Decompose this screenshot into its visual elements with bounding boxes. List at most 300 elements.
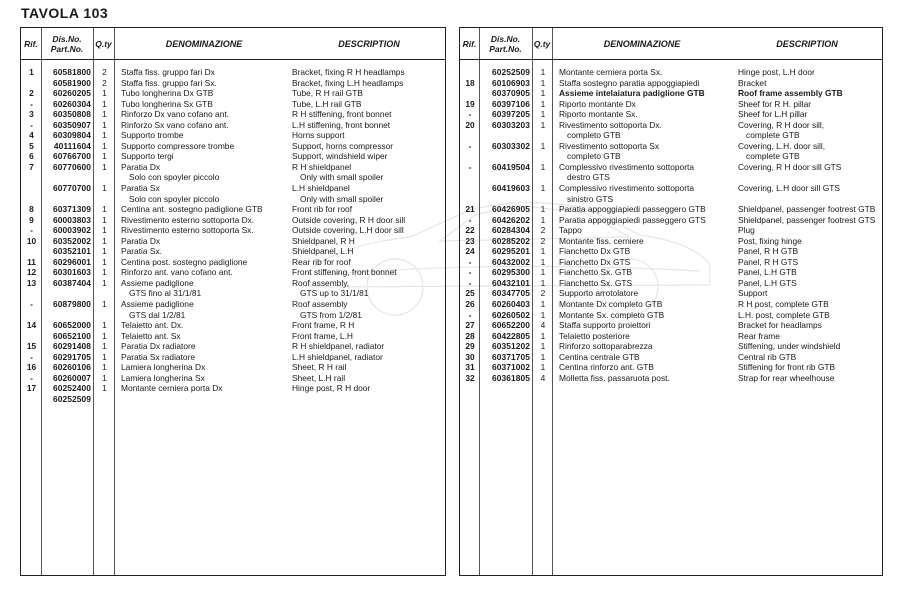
description-cell: Panel, R H GTB [738, 246, 799, 257]
description-cell: Shieldpanel, passenger footrest GTS [738, 214, 876, 225]
quantity-cell: 1 [102, 225, 107, 236]
quantity-cell: 1 [540, 214, 546, 225]
description-cell: GTS up to 31/1/81 [300, 288, 369, 299]
part-number-cell: 60387404 [52, 277, 91, 288]
quantity-cell: 1 [540, 246, 546, 257]
table-row [21, 183, 445, 194]
denominazione-cell: Rivestimento esterno sottoporta Sx. [121, 225, 254, 236]
quantity-cell: 1 [102, 183, 107, 194]
header-denominazione: DENOMINAZIONE [603, 38, 681, 49]
table-row [460, 151, 882, 162]
rif-cell: - [30, 351, 33, 362]
part-number-cell: 60301603 [52, 267, 91, 278]
rif-cell: 14 [26, 320, 37, 331]
part-number-cell: 60581800 [52, 67, 91, 77]
description-cell: R H stiffening, front bonnet [292, 109, 392, 120]
table-row [460, 267, 882, 278]
table-row [21, 362, 445, 373]
part-number-cell: 60397205 [491, 109, 530, 120]
table-row [21, 310, 445, 321]
part-number-cell: 60303203 [491, 119, 530, 130]
rif-cell: 19 [465, 98, 475, 109]
part-number-cell: 60371002 [491, 362, 530, 373]
table-row [460, 120, 882, 131]
table-row [21, 373, 445, 384]
description-cell: Sheet, L.H rail [292, 372, 346, 383]
part-number-cell: 60350907 [52, 119, 91, 130]
quantity-cell: 1 [102, 351, 107, 362]
part-number-cell: 60397106 [491, 98, 530, 109]
part-number-cell: 60419603 [491, 183, 530, 194]
denominazione-cell: Paratia appoggiapiedi passeggero GTB [559, 204, 706, 215]
table-row [21, 341, 445, 352]
denominazione-cell: Montante cerniera porta Dx [121, 383, 223, 394]
part-number-cell: 60309804 [52, 130, 91, 141]
part-number-cell: 60003803 [52, 214, 91, 225]
part-number-cell: 60652200 [491, 320, 530, 331]
quantity-cell: 1 [102, 151, 107, 162]
description-cell: Shieldpanel, R H [292, 235, 355, 246]
table-row [21, 120, 445, 131]
quantity-cell: 1 [102, 362, 107, 373]
table-row [21, 331, 445, 342]
denominazione-cell: Riporto montante Sx. [559, 109, 638, 120]
rif-cell: - [30, 299, 33, 310]
header-denominazione: DENOMINAZIONE [165, 38, 243, 49]
description-cell: L.H. post, complete GTB [738, 309, 830, 320]
description-cell: Post, fixing hinge [738, 235, 802, 246]
quantity-cell: 2 [102, 77, 107, 88]
table-row [21, 109, 445, 120]
denominazione-cell: Montante cerniera porta Sx. [559, 67, 663, 77]
table-row [21, 236, 445, 247]
quantity-cell: 1 [102, 277, 107, 288]
description-cell: Plug [738, 225, 755, 236]
part-number-cell: 60370905 [491, 88, 530, 99]
part-number-cell: 60432101 [491, 277, 530, 288]
description-cell: Rear rib for roof [292, 256, 351, 267]
rif-cell: 21 [465, 204, 475, 215]
description-cell: Front frame, L.H [292, 330, 353, 341]
quantity-cell: 1 [102, 383, 107, 394]
denominazione-cell: Centina ant. sostegno padiglione GTB [121, 204, 263, 215]
denominazione-cell: destro GTS [567, 172, 610, 183]
table-row [460, 172, 882, 183]
quantity-cell: 1 [540, 277, 546, 288]
header-part-no-label: Part.No. [50, 43, 84, 54]
quantity-cell: 1 [540, 341, 546, 352]
table-row [460, 236, 882, 247]
denominazione-cell: sinistro GTS [567, 193, 614, 204]
description-cell: Roof assembly, [292, 277, 350, 288]
table-row [21, 246, 445, 257]
part-number-cell: 60252509 [52, 393, 91, 404]
rif-cell: 15 [26, 341, 37, 352]
denominazione-cell: Rinforzo ant. vano cofano ant. [121, 267, 233, 278]
quantity-cell: 2 [540, 235, 546, 246]
denominazione-cell: Supporto arrotolatore [559, 288, 639, 299]
part-number-cell: 60770700 [52, 183, 91, 194]
part-number-cell: 60106903 [491, 77, 530, 88]
description-cell: Central rib GTB [738, 351, 797, 362]
description-cell: Stiffening, under windshield [738, 341, 841, 352]
description-cell: L.H stiffening, front bonnet [292, 119, 391, 130]
quantity-cell: 2 [540, 225, 546, 236]
denominazione-cell: Rivestimento sottoporta Dx. [559, 119, 662, 130]
description-cell: Bracket, fixing L.H headlamps [292, 77, 404, 88]
table-row [460, 288, 882, 299]
denominazione-cell: Rivestimento sottoporta Sx [559, 140, 660, 151]
denominazione-cell: Fianchetto Dx GTS [559, 256, 631, 267]
part-number-cell: 60285202 [491, 235, 530, 246]
denominazione-cell: Rinforzo sottoparabrezza [559, 341, 653, 352]
rif-cell: - [468, 309, 472, 320]
rif-cell: 17 [26, 383, 37, 394]
description-cell: Outside covering, R H door sill [292, 214, 406, 225]
description-cell: R H shieldpanel, radiator [292, 341, 385, 352]
table-row [21, 225, 445, 236]
rif-cell: - [468, 267, 472, 278]
rif-cell: 26 [465, 299, 475, 310]
part-number-cell: 60419504 [491, 161, 530, 172]
part-number-cell: 60296001 [52, 256, 91, 267]
description-cell: Outside covering, L.H door sill [292, 225, 404, 236]
rif-cell: 8 [29, 204, 34, 215]
quantity-cell: 1 [540, 140, 546, 151]
description-cell: Support, horns compressor [292, 140, 394, 151]
quantity-cell: 1 [540, 362, 546, 373]
table-row [21, 267, 445, 278]
table-body-right [460, 67, 882, 383]
rif-cell: 20 [465, 119, 475, 130]
quantity-cell: 1 [540, 267, 546, 278]
part-number-cell: 60003902 [52, 225, 91, 236]
quantity-cell: 1 [102, 320, 107, 331]
denominazione-cell: Supporto tergi [121, 151, 174, 162]
denominazione-cell: Staffa fiss. gruppo fari Dx [121, 67, 215, 77]
quantity-cell: 1 [540, 309, 546, 320]
quantity-cell: 1 [102, 119, 107, 130]
rif-cell: 25 [465, 288, 475, 299]
page-title: TAVOLA 103 [21, 5, 109, 21]
description-cell: Covering, L.H. door sill, [738, 140, 826, 151]
denominazione-cell: Supporto trombe [121, 130, 184, 141]
quantity-cell: 1 [540, 98, 546, 109]
parts-table-left [20, 27, 446, 576]
part-number-cell: 60361805 [491, 372, 530, 383]
denominazione-cell: Staffa sostegno paratia appoggiapiedi [559, 77, 700, 88]
denominazione-cell: Fianchetto Sx. GTB [559, 267, 633, 278]
quantity-cell: 1 [540, 204, 546, 215]
description-cell: Support, windshield wiper [292, 151, 388, 162]
quantity-cell: 1 [102, 98, 107, 109]
table-row [460, 109, 882, 120]
denominazione-cell: Molletta fiss. passaruota post. [559, 372, 670, 383]
denominazione-cell: Centina post. sostegno padiglione [121, 256, 248, 267]
part-number-cell: 60371309 [52, 204, 91, 215]
description-cell: complete GTB [746, 151, 800, 162]
rif-cell: 2 [29, 88, 34, 99]
denominazione-cell: Tubo longherina Sx GTB [121, 98, 213, 109]
part-number-cell: 60260502 [491, 309, 530, 320]
table-row [21, 99, 445, 110]
quantity-cell: 4 [540, 320, 546, 331]
denominazione-cell: Centina centrale GTB [559, 351, 640, 362]
part-number-cell: 60260007 [52, 372, 91, 383]
quantity-cell: 1 [540, 330, 546, 341]
table-row [460, 99, 882, 110]
denominazione-cell: Solo con spoyler piccolo [129, 172, 220, 183]
header-description: DESCRIPTION [776, 38, 838, 49]
table-row [460, 341, 882, 352]
quantity-cell: 4 [540, 372, 546, 383]
quantity-cell: 1 [102, 204, 107, 215]
table-row [460, 215, 882, 226]
denominazione-cell: Complessivo rivestimento sottoporta [559, 161, 694, 172]
denominazione-cell: Lamiera longherina Dx [121, 362, 206, 373]
table-row [21, 204, 445, 215]
rif-cell: - [468, 214, 472, 225]
quantity-cell: 1 [540, 88, 546, 99]
table-row [21, 141, 445, 152]
table-row [460, 204, 882, 215]
table-row [21, 88, 445, 99]
rif-cell: 24 [465, 246, 475, 257]
description-cell: Panel, L.H GTB [738, 267, 797, 278]
denominazione-cell: Assieme intelaiatura padiglione GTB [559, 88, 705, 99]
description-cell: R H post, complete GTB [738, 299, 829, 310]
part-number-cell: 60291705 [52, 351, 91, 362]
rif-cell: 22 [465, 225, 475, 236]
rif-cell: - [30, 372, 33, 383]
rif-cell: 16 [26, 362, 37, 373]
table-row [21, 151, 445, 162]
table-row [21, 215, 445, 226]
table-row [460, 88, 882, 99]
description-cell: GTS from 1/2/81 [300, 309, 362, 320]
table-row [21, 299, 445, 310]
description-cell: Sheef for L.H pillar [738, 109, 808, 120]
table-row [21, 172, 445, 183]
part-number-cell: 60426202 [491, 214, 530, 225]
part-number-cell: 40111604 [53, 140, 91, 151]
quantity-cell: 1 [540, 183, 546, 194]
table-header [21, 28, 445, 60]
denominazione-cell: Montante fiss. cerniere [559, 235, 644, 246]
table-row [460, 352, 882, 363]
rif-cell: 5 [29, 140, 34, 151]
description-cell: Stiffening for front rib GTB [738, 362, 836, 373]
description-cell: complete GTB [746, 130, 800, 141]
denominazione-cell: Centina rinforzo ant. GTB [559, 362, 654, 373]
part-number-cell: 60426905 [491, 204, 530, 215]
description-cell: Covering, R H door sill GTS [738, 161, 842, 172]
description-cell: Front stiffening, front bonnet [292, 267, 397, 278]
part-number-cell: 60347705 [491, 288, 530, 299]
denominazione-cell: GTS dal 1/2/81 [129, 309, 186, 320]
table-row [460, 246, 882, 257]
denominazione-cell: Telaietto posteriore [559, 330, 630, 341]
denominazione-cell: Telaietto ant. Dx. [121, 320, 184, 331]
quantity-cell: 1 [102, 256, 107, 267]
table-row [21, 320, 445, 331]
description-cell: Support [738, 288, 768, 299]
quantity-cell: 1 [102, 372, 107, 383]
denominazione-cell: Supporto compressore trombe [121, 140, 235, 151]
denominazione-cell: Rinforzo Dx vano cofano ant. [121, 109, 230, 120]
denominazione-cell: Riporto montante Dx [559, 98, 636, 109]
quantity-cell: 1 [102, 130, 107, 141]
part-number-cell: 60252400 [52, 383, 91, 394]
denominazione-cell: Lamiera longherina Sx [121, 372, 205, 383]
quantity-cell: 1 [102, 299, 107, 310]
table-row [460, 310, 882, 321]
rif-cell: 29 [465, 341, 475, 352]
denominazione-cell: Paratia Sx radiatore [121, 351, 196, 362]
quantity-cell: 1 [102, 140, 107, 151]
table-row [21, 67, 445, 78]
description-cell: Only with small spoiler [300, 193, 384, 204]
table-row [21, 257, 445, 268]
description-cell: L.H shieldpanel [292, 183, 350, 194]
quantity-cell: 1 [540, 77, 546, 88]
quantity-cell: 1 [102, 246, 107, 257]
rif-cell: 28 [465, 330, 475, 341]
table-row [460, 162, 882, 173]
quantity-cell: 1 [102, 88, 107, 99]
table-row [21, 162, 445, 173]
description-cell: Roof assembly [292, 299, 348, 310]
quantity-cell: 1 [540, 161, 546, 172]
table-row [460, 299, 882, 310]
part-number-cell: 60770600 [52, 161, 91, 172]
description-cell: Tube, R H rail GTB [292, 88, 363, 99]
quantity-cell: 1 [102, 267, 107, 278]
rif-cell: - [468, 256, 472, 267]
part-number-cell: 60766700 [52, 151, 91, 162]
denominazione-cell: Tubo longherina Dx GTB [121, 88, 214, 99]
header-rif: Rif. [24, 38, 38, 49]
header-part-no [479, 28, 532, 59]
header-part-no [41, 28, 93, 59]
description-cell: L.H shieldpanel, radiator [292, 351, 383, 362]
part-number-cell: 60350808 [52, 109, 91, 120]
header-qty: Q.ty [533, 38, 551, 49]
quantity-cell: 1 [102, 214, 107, 225]
description-cell: Strap for rear wheelhouse [738, 372, 835, 383]
denominazione-cell: Tappo [559, 225, 582, 236]
denominazione-cell: Paratia appoggiapiedi passeggero GTS [559, 214, 706, 225]
table-header [460, 28, 882, 60]
table-row [21, 130, 445, 141]
description-cell: Only with small spoiler [300, 172, 384, 183]
rif-cell: 31 [465, 362, 475, 373]
denominazione-cell: GTS fino al 31/1/81 [129, 288, 202, 299]
rif-cell: 32 [465, 372, 475, 383]
denominazione-cell: Rinforzo Sx vano cofano ant. [121, 119, 229, 130]
denominazione-cell: Paratia Sx. [121, 246, 162, 257]
rif-cell: 27 [465, 320, 475, 331]
quantity-cell: 1 [540, 299, 546, 310]
rif-cell: 3 [29, 109, 34, 120]
table-row [460, 362, 882, 373]
header-qty: Q.ty [95, 38, 112, 49]
denominazione-cell: Paratia Sx [121, 183, 160, 194]
description-cell: Covering, L.H door sill GTS [738, 183, 840, 194]
header-description: DESCRIPTION [338, 38, 400, 49]
rif-cell: 13 [26, 277, 37, 288]
description-cell: Sheet, R H rail [292, 362, 347, 373]
table-row [460, 194, 882, 205]
denominazione-cell: Paratia Dx [121, 161, 161, 172]
parts-table-right [459, 27, 883, 576]
rif-cell: - [30, 98, 33, 109]
header-part-no-label: Part.No. [489, 43, 522, 54]
table-row [21, 278, 445, 289]
quantity-cell: 1 [102, 341, 107, 352]
table-row [460, 320, 882, 331]
denominazione-cell: Paratia Dx [121, 235, 161, 246]
rif-cell: - [30, 225, 33, 236]
rif-cell: 1 [29, 67, 34, 77]
quantity-cell: 2 [540, 288, 546, 299]
rif-cell: 6 [29, 151, 34, 162]
part-number-cell: 60652100 [52, 330, 91, 341]
table-row [21, 288, 445, 299]
description-cell: Front frame, R H [292, 320, 355, 331]
rif-cell: - [468, 109, 472, 120]
part-number-cell: 60303302 [491, 140, 530, 151]
denominazione-cell: Rivestimento esterno sottoporta Dx. [121, 214, 255, 225]
rif-cell: - [468, 161, 472, 172]
denominazione-cell: Assieme padiglione [121, 299, 194, 310]
part-number-cell: 60581900 [52, 77, 91, 88]
rif-cell: 7 [29, 161, 34, 172]
description-cell: Rear frame [738, 330, 780, 341]
description-cell: Bracket for headlamps [738, 320, 822, 331]
table-row [460, 225, 882, 236]
description-cell: Horns support [292, 130, 345, 141]
denominazione-cell: Assieme padiglione [121, 277, 194, 288]
description-cell: Sheef for R H. pillar [738, 98, 812, 109]
description-cell: Hinge post, R H door [292, 383, 371, 394]
description-cell: Panel, R H GTS [738, 256, 799, 267]
description-cell: Shieldpanel, L.H [292, 246, 354, 257]
part-number-cell: 60652000 [52, 320, 91, 331]
table-row [460, 183, 882, 194]
header-dis-no: Dis.No. [490, 33, 521, 44]
quantity-cell: 1 [540, 119, 546, 130]
part-number-cell: 60260205 [52, 88, 91, 99]
part-number-cell: 60371705 [491, 351, 530, 362]
part-number-cell: 60252509 [491, 67, 530, 77]
table-row [460, 257, 882, 268]
rif-cell: - [468, 277, 472, 288]
header-dis-no: Dis.No. [52, 33, 82, 44]
quantity-cell: 1 [540, 256, 546, 267]
rif-cell: 10 [26, 235, 37, 246]
rif-cell: 9 [29, 214, 34, 225]
table-row [21, 194, 445, 205]
quantity-cell: 1 [102, 235, 107, 246]
description-cell: Shieldpanel, passenger footrest GTB [738, 204, 876, 215]
rif-cell: 30 [465, 351, 475, 362]
table-row [460, 373, 882, 384]
table-body-left [21, 67, 445, 405]
denominazione-cell: Fianchetto Dx GTB [559, 246, 631, 257]
description-cell: Roof frame assembly GTB [738, 88, 843, 99]
table-row [460, 67, 882, 78]
